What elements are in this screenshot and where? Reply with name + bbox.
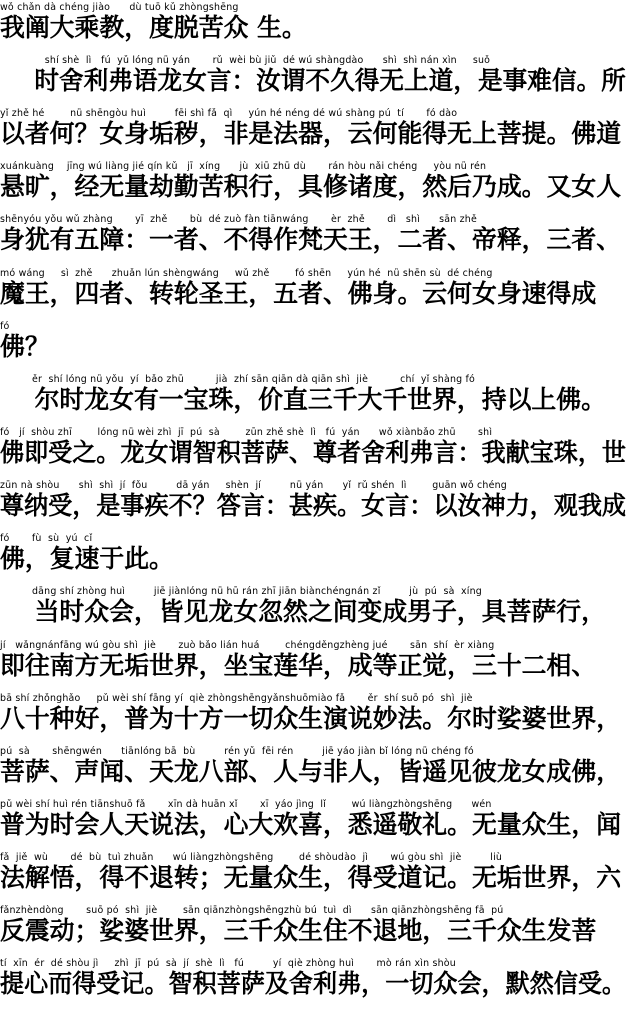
hanzi-line-16: 普为时会人天说法，心大欢喜，悉遥敬礼。无量众生，闻 [0, 810, 622, 839]
hanzi-line-5: 身犹有五障：一者、不得作梵天王，二者、帝释，三者、 [0, 225, 622, 254]
hanzi-line-12: 当时众会，皆见龙女忽然之间变成男子，具菩萨行， [0, 597, 606, 626]
hanzi-line-18: 反震动；娑婆世界，三千众生住不退地，三千众生发菩 [0, 916, 597, 945]
pinyin-line-9: fó jí shòu zhī lóng nǚ wèi zhì jī pú sà zūn zhě shè lì fú yán wǒ xiànbǎo zhū shì [0, 427, 493, 438]
pinyin-line-11: fó fù sù yú cǐ [0, 533, 93, 544]
pinyin-line-7: fó [0, 321, 10, 332]
pinyin-line-15: pú sà shēngwén tiānlóng bā bù rén yǔ fēi rén jiē yáo jiàn bǐ lóng nǚ chéng fó [0, 746, 474, 757]
hanzi-line-17: 法解悟，得不退转；无量众生，得受道记。无垢世界，六 [0, 863, 622, 892]
hanzi-line-1: 我阐大乘教，度脱苦众 生。 [0, 13, 307, 42]
pinyin-line-18: fǎnzhèndòng suō pó shì jiè sān qiānzhòngshēngzhù bú tuì dì sān qiānzhòngshēng fā pú [0, 905, 504, 916]
hanzi-line-10: 尊纳受，是事疾不？答言：甚疾。女言：以汝神力，观我成 [0, 491, 627, 520]
pinyin-line-1: wǒ chǎn dà chéng jiào dù tuō kǔ zhòngshēng [0, 2, 239, 13]
hanzi-line-8: 尔时龙女有一宝珠，价直三千大千世界，持以上佛。 [0, 385, 606, 414]
hanzi-line-19: 提心而得受记。智积菩萨及舍利弗，一切众会，默然信受。 [0, 969, 627, 998]
hanzi-line-13: 即往南方无垢世界，坐宝莲华，成等正觉，三十二相、 [0, 651, 597, 680]
hanzi-line-4: 悬旷，经无量劫勤苦积行，具修诸度，然后乃成。又女人 [0, 172, 622, 201]
pinyin-line-4: xuánkuàng jīng wú liàng jié qín kǔ jī xíng jù xiū zhū dù rán hòu nǎi chéng yòu nǚ rén [0, 161, 487, 172]
pinyin-line-3: yǐ zhě hé nǚ shēngòu huì fēi shì fǎ qì yún hé néng dé wú shàng pú tí fó dào [0, 108, 458, 119]
hanzi-line-7: 佛？ [0, 332, 50, 361]
pinyin-line-13: jí wǎngnánfāng wú gòu shì jiè zuò bǎo lián huá chéngděngzhèng jué sān shí èr xiàng [0, 640, 495, 651]
hanzi-line-14: 八十种好，普为十方一切众生演说妙法。尔时娑婆世界， [0, 704, 622, 733]
pinyin-line-5: shēnyóu yǒu wǔ zhàng yī zhě bù dé zuò fàn tiānwáng èr zhě dì shì sān zhě [0, 214, 477, 225]
pinyin-line-12: dāng shí zhòng huì jiē jiànlóng nǚ hū rán zhī jiān biànchéngnán zǐ jù pú sà xíng [0, 586, 482, 597]
hanzi-line-3: 以者何？女身垢秽，非是法器，云何能得无上菩提。佛道 [0, 119, 622, 148]
hanzi-line-9: 佛即受之。龙女谓智积菩萨、尊者舍利弗言：我献宝珠，世 [0, 438, 627, 467]
hanzi-line-15: 菩萨、声闻、天龙八部、人与非人，皆遥见彼龙女成佛， [0, 757, 622, 786]
pinyin-line-10: zūn nà shòu shì shì jí fǒu dā yán shèn jí nǚ yán yǐ rǔ shén lì guān wǒ chéng [0, 480, 507, 491]
pinyin-line-2: shí shè lì fú yǔ lóng nǚ yán rǔ wèi bù jiǔ dé wú shàngdào shì shì nán xìn suǒ [0, 55, 491, 66]
pinyin-line-19: tí xīn ér dé shòu jì zhì jī pú sà jí shè lì fú yí qiè zhòng huì mò rán xìn shòu [0, 958, 456, 969]
hanzi-line-2: 时舍利弗语龙女言：汝谓不久得无上道，是事难信。所 [0, 66, 626, 95]
hanzi-line-6: 魔王，四者、转轮圣王，五者、佛身。云何女身速得成 [0, 279, 597, 308]
pinyin-line-8: ěr shí lóng nǚ yǒu yí bǎo zhū jià zhí sān qiān dà qiān shì jiè chí yǐ shàng fó [0, 374, 476, 385]
pinyin-line-6: mó wáng sì zhě zhuǎn lún shèngwáng wǔ zhě fó shēn yún hé nǚ shēn sù dé chéng [0, 268, 493, 279]
pinyin-line-16: pǔ wèi shí huì rén tiānshuō fǎ xīn dà huān xǐ xī yáo jìng lǐ wú liàngzhòngshēng wén [0, 799, 492, 810]
hanzi-line-11: 佛，复速于此。 [0, 544, 174, 573]
pinyin-line-14: bā shí zhǒnghǎo pǔ wèi shí fāng yí qiè zhòngshēngyǎnshuōmiào fǎ ěr shí suō pó shì jiè [0, 693, 473, 704]
pinyin-line-17: fǎ jiě wù dé bù tuì zhuǎn wú liàngzhòngshēng dé shòudào jì wú gòu shì jiè liù [0, 852, 503, 863]
